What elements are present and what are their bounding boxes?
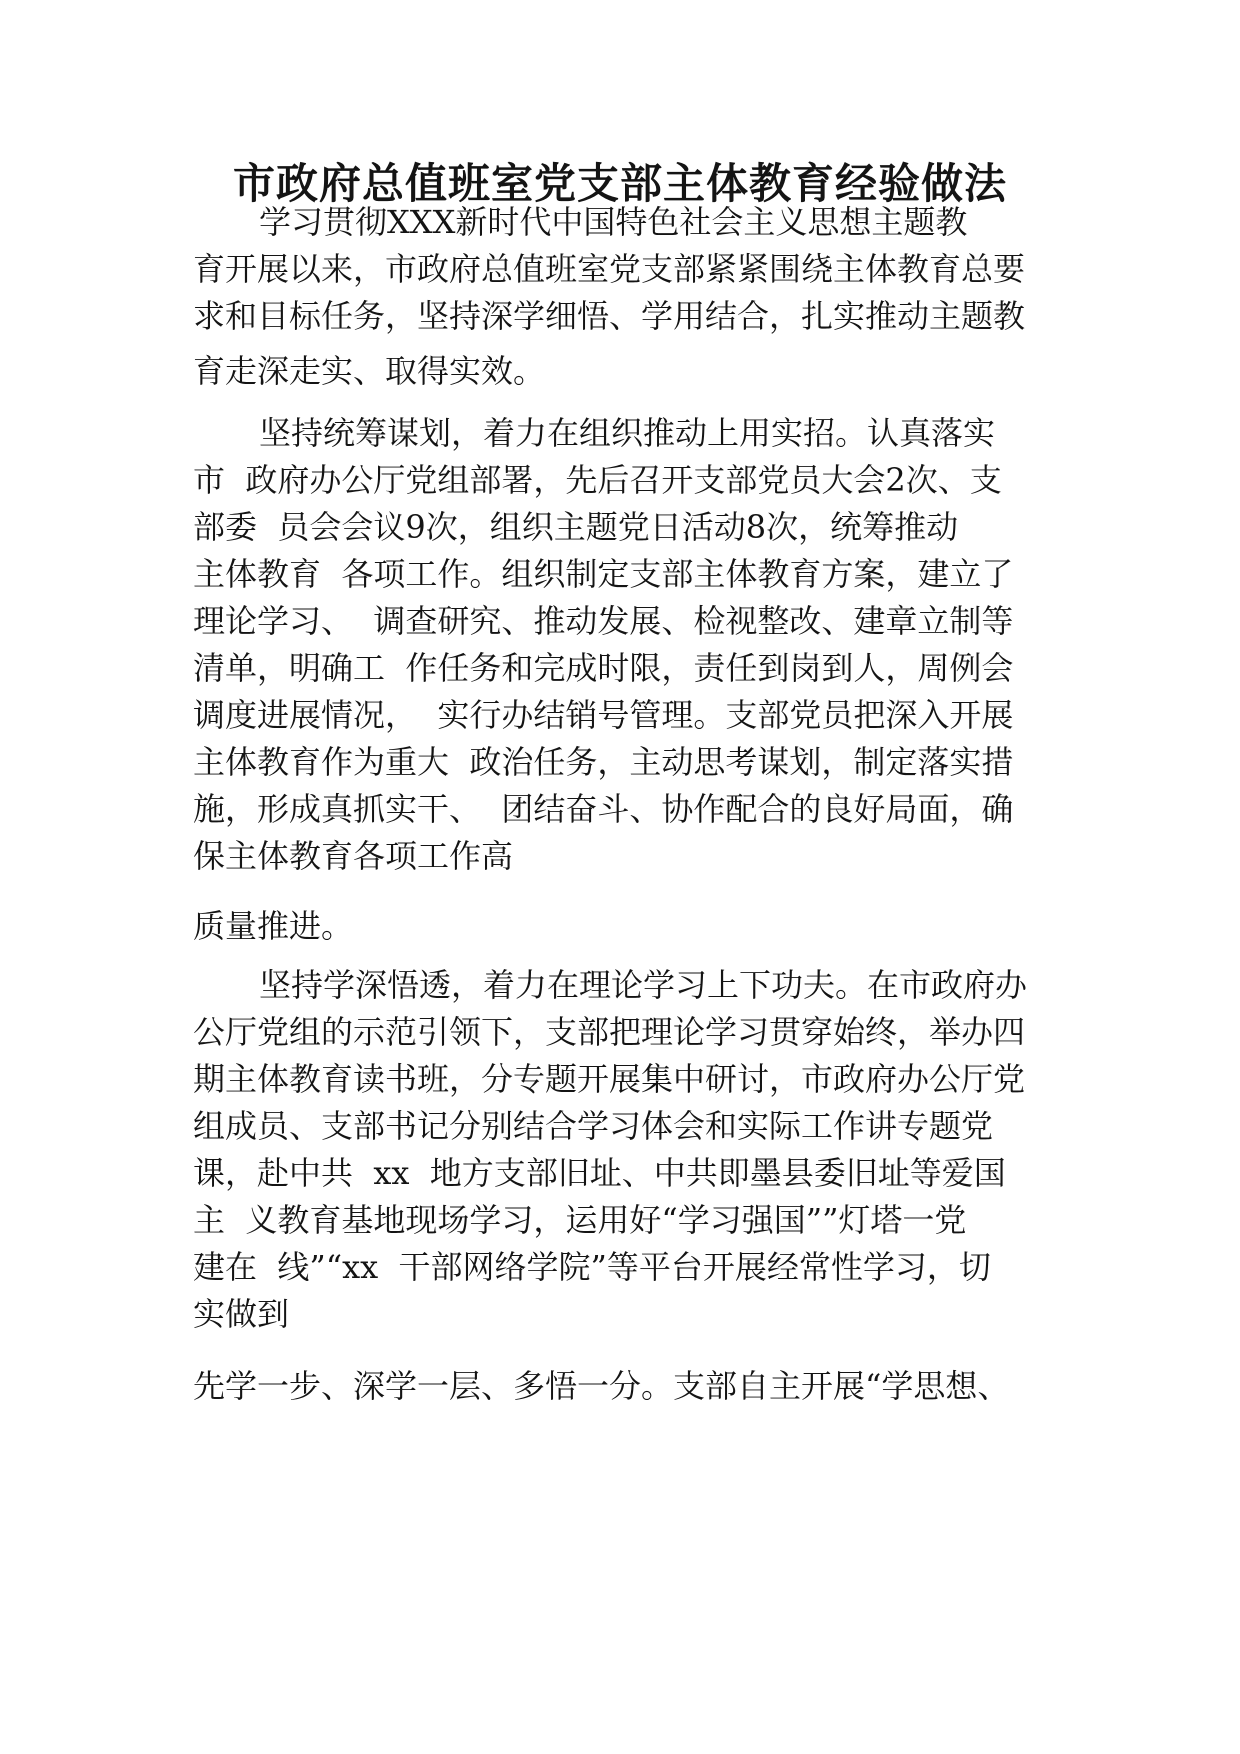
paragraph-line: 质量推进。 xyxy=(193,907,354,945)
paragraph-line: 育走深走实、取得实效。 xyxy=(193,352,546,390)
paragraph-line: 先学一步、深学一层、多悟一分。支部自主开展“学思想、 xyxy=(193,1367,1010,1405)
paragraph-line: 期主体教育读书班，分专题开展集中研讨，市政府办公厅党 xyxy=(193,1060,1026,1098)
paragraph-line: 实做到 xyxy=(193,1295,290,1333)
paragraph-line: 清单，明确工 作任务和完成时限，责任到岗到人，周例会 xyxy=(193,649,1014,687)
paragraph-line: 组成员、支部书记分别结合学习体会和实际工作讲专题党 xyxy=(193,1107,994,1145)
paragraph-line: 主体教育作为重大 政治任务，主动思考谋划，制定落实措 xyxy=(193,743,1014,781)
paragraph-line: 市 政府办公厅党组部署，先后召开支部党员大会2次、支 xyxy=(193,461,1002,499)
paragraph-line: 主 义教育基地现场学习，运用好“学习强国””灯塔一党 xyxy=(193,1201,967,1239)
paragraph-line: 坚持学深悟透，着力在理论学习上下功夫。在市政府办 xyxy=(259,966,1028,1004)
paragraph-line: 课，赴中共 xx 地方支部旧址、中共即墨县委旧址等爱国 xyxy=(193,1154,1006,1192)
paragraph-line: 求和目标任务，坚持深学细悟、学用结合，扎实推动主题教 xyxy=(193,297,1026,335)
paragraph-line: 坚持统筹谋划，着力在组织推动上用实招。认真落实 xyxy=(259,414,996,452)
paragraph-line: 公厅党组的示范引领下，支部把理论学习贯穿始终，举办四 xyxy=(193,1013,1026,1051)
paragraph-line: 调度进展情况， 实行办结销号管理。支部党员把深入开展 xyxy=(193,696,1014,734)
paragraph-line: 学习贯彻XXX新时代中国特色社会主义思想主题教 xyxy=(259,203,968,241)
paragraph-line: 保主体教育各项工作高 xyxy=(193,837,514,875)
paragraph-line: 建在 线”“xx 干部网络学院”等平台开展经常性学习，切 xyxy=(193,1248,991,1286)
paragraph-line: 理论学习、 调查研究、推动发展、检视整改、建章立制等 xyxy=(193,602,1014,640)
paragraph-line: 主体教育 各项工作。组织制定支部主体教育方案，建立了 xyxy=(193,555,1014,593)
paragraph-line: 施，形成真抓实干、 团结奋斗、协作配合的良好局面，确 xyxy=(193,790,1014,828)
paragraph-line: 部委 员会会议9次，组织主题党日活动8次，统筹推动 xyxy=(193,508,959,546)
paragraph-line: 育开展以来，市政府总值班室党支部紧紧围绕主体教育总要 xyxy=(193,250,1026,288)
page-title: 市政府总值班室党支部主体教育经验做法 xyxy=(232,159,1007,208)
